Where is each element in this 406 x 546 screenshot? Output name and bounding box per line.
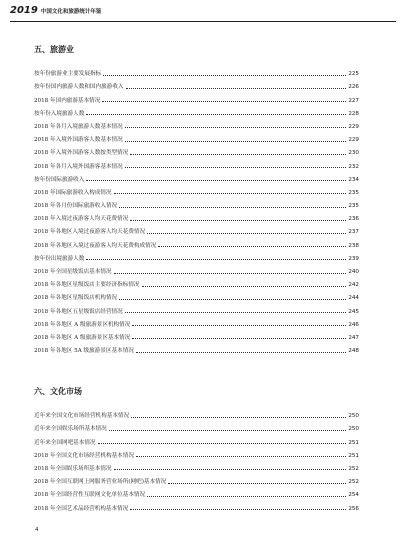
- toc-entry-title: 2018 年全国艺术品经营机构基本情况: [34, 505, 129, 512]
- toc-entry-page: 247: [348, 334, 359, 341]
- dot-leader: [114, 193, 347, 194]
- toc-entry-page: 226: [348, 84, 359, 91]
- toc-entry-title: 2018 年各地区星级饭店主要经济指标情况: [34, 282, 140, 289]
- dot-leader: [114, 469, 347, 470]
- dot-leader: [86, 114, 346, 115]
- section-title-tourism: 五、旅游业: [34, 45, 74, 54]
- toc-entry-title: 2018 年入境外国游客人数基本情况: [34, 137, 123, 144]
- toc-entry-page: 252: [348, 465, 359, 472]
- toc-entry-page: 239: [348, 255, 359, 262]
- toc-entry[interactable]: [34, 249, 359, 262]
- toc-entry-page: 227: [348, 97, 359, 104]
- dot-leader: [131, 417, 346, 418]
- toc-entry-page: 256: [348, 505, 359, 512]
- yearbook-year: 2019: [10, 5, 38, 16]
- toc-entry[interactable]: [34, 130, 359, 143]
- toc-entry[interactable]: [34, 183, 359, 196]
- dot-leader: [158, 246, 346, 247]
- toc-entry-title: 2018 年全国娱乐场所基本情况: [34, 465, 112, 472]
- toc-entry-page: 229: [348, 123, 359, 130]
- dot-leader: [119, 207, 346, 208]
- toc-entry-title: 2018 年全国文化市场经营机构基本情况: [34, 452, 134, 459]
- toc-entry-page: 235: [348, 189, 359, 196]
- toc-entry-title: 按年份旅游业主要发展指标: [34, 71, 102, 78]
- toc-entry-title: 按年份出境旅游人数: [34, 255, 85, 262]
- toc-entry-page: 230: [348, 150, 359, 157]
- dot-leader: [86, 259, 346, 260]
- toc-entry-page: 244: [348, 295, 359, 302]
- dot-leader: [168, 483, 346, 484]
- toc-entry[interactable]: [34, 90, 359, 103]
- dot-leader: [130, 154, 346, 155]
- toc-entry[interactable]: [34, 209, 359, 222]
- dot-leader: [136, 456, 346, 457]
- toc-entry[interactable]: [34, 446, 359, 459]
- toc-entry-title: 2018 年全国互联网上网服务营业场所(网吧)基本情况: [34, 479, 167, 486]
- toc-entry[interactable]: [34, 64, 359, 77]
- toc-entry-title: 2018 年各地区星级饭店机构情况: [34, 295, 118, 302]
- toc-list-tourism: [34, 64, 359, 354]
- toc-entry-page: 234: [348, 176, 359, 183]
- dot-leader: [125, 167, 347, 168]
- toc-entry-title: 按年份国内旅游人数和国内旅游收入: [34, 84, 124, 91]
- dot-leader: [114, 273, 347, 274]
- toc-entry-page: 246: [348, 321, 359, 328]
- toc-entry-page: 228: [348, 110, 359, 117]
- dot-leader: [102, 101, 346, 102]
- toc-entry-title: 按年份国际旅游收入: [34, 176, 85, 183]
- dot-leader: [130, 509, 346, 510]
- header-rule: [10, 21, 396, 22]
- toc-entry-title: 近年来全国娱乐场所基本情况: [34, 426, 107, 433]
- dot-leader: [147, 233, 346, 234]
- toc-entry-title: 按年份入境旅游人数: [34, 110, 85, 117]
- toc-entry-page: 225: [348, 71, 359, 78]
- toc-entry-title: 2018 年入境外国游客人数按类型情况: [34, 150, 129, 157]
- dot-leader: [147, 496, 346, 497]
- toc-entry-page: 236: [348, 216, 359, 223]
- running-header: [10, 5, 101, 16]
- toc-entry[interactable]: [34, 301, 359, 314]
- dot-leader: [126, 88, 347, 89]
- toc-entry-page: 240: [348, 269, 359, 275]
- dot-leader: [86, 180, 346, 181]
- toc-entry[interactable]: [34, 485, 359, 498]
- toc-entry[interactable]: [34, 235, 359, 248]
- toc-entry-page: 251: [348, 439, 359, 446]
- toc-entry-page: 235: [348, 203, 359, 210]
- toc-entry[interactable]: [34, 170, 359, 183]
- toc-entry[interactable]: [34, 104, 359, 117]
- toc-entry[interactable]: [34, 419, 359, 432]
- toc-entry-title: 2018 年各地区入境过夜游客人均天花费构成情况: [34, 242, 157, 249]
- toc-entry-page: 237: [348, 229, 359, 236]
- toc-entry-title: 2018 年各月入境旅游人数基本情况: [34, 123, 123, 130]
- toc-entry[interactable]: [34, 117, 359, 130]
- toc-entry[interactable]: [34, 459, 359, 472]
- toc-entry-title: 2018 年各月份国际旅游收入情况: [34, 203, 118, 210]
- toc-entry[interactable]: [34, 275, 359, 288]
- toc-entry[interactable]: [34, 143, 359, 156]
- toc-entry[interactable]: [34, 77, 359, 90]
- toc-entry-title: 2018 年各地区入境过夜游客人均天花费情况: [34, 229, 146, 236]
- toc-entry[interactable]: [34, 262, 359, 275]
- toc-entry[interactable]: [34, 432, 359, 445]
- toc-entry[interactable]: [34, 156, 359, 169]
- toc-entry-title: 近年来全国文化市场经营机构基本情况: [34, 413, 130, 420]
- toc-entry-title: 2018 年各地区 A 级旅游景区机构情况: [34, 321, 131, 328]
- dot-leader: [125, 312, 347, 313]
- dot-leader: [109, 430, 347, 431]
- toc-entry-page: 245: [348, 308, 359, 315]
- toc-entry-title: 2018 年各地区 5A 级旅游景区基本情况: [34, 348, 134, 355]
- toc-entry-title: 2018 年国际旅游收入构成情况: [34, 189, 112, 196]
- toc-entry-title: 近年来全国网吧基本情况: [34, 439, 96, 446]
- toc-entry-page: 251: [348, 452, 359, 459]
- dot-leader: [130, 220, 346, 221]
- dot-leader: [119, 299, 346, 300]
- toc-entry[interactable]: [34, 328, 359, 341]
- toc-entry[interactable]: [34, 406, 359, 419]
- toc-entry-page: 250: [348, 413, 359, 420]
- toc-entry-title: 2018 年各月入境外国游客基本情况: [34, 163, 123, 170]
- dot-leader: [103, 75, 346, 76]
- toc-list-culture-market: [34, 406, 359, 512]
- dot-leader: [132, 338, 346, 339]
- toc-entry-title: 2018 年入境过夜游客人均天花费情况: [34, 216, 129, 223]
- toc-entry-page: 232: [348, 163, 359, 170]
- dot-leader: [125, 127, 347, 128]
- dot-leader: [136, 352, 346, 353]
- toc-entry[interactable]: [34, 222, 359, 235]
- toc-entry[interactable]: [34, 498, 359, 511]
- toc-entry-title: 2018 年全国星级饭店基本情况: [34, 269, 112, 275]
- dot-leader: [142, 286, 347, 287]
- toc-entry-title: 2018 年各地区五星级饭店经营情况: [34, 308, 123, 315]
- toc-entry[interactable]: [34, 288, 359, 301]
- page-number: 4: [35, 527, 39, 533]
- toc-entry-title: 2018 年各地区 A 级旅游景区基本情况: [34, 334, 131, 341]
- toc-entry[interactable]: [34, 472, 359, 485]
- yearbook-title: 中国文化和旅游统计年鉴: [40, 9, 102, 15]
- toc-entry-page: 238: [348, 242, 359, 249]
- toc-entry-page: 250: [348, 426, 359, 433]
- toc-entry-page: 254: [348, 492, 359, 499]
- toc-entry-page: 252: [348, 479, 359, 486]
- toc-entry-page: 248: [348, 348, 359, 355]
- section-title-culture-market: 六、文化市场: [34, 387, 82, 396]
- dot-leader: [125, 141, 347, 142]
- toc-entry[interactable]: [34, 315, 359, 328]
- toc-entry[interactable]: [34, 196, 359, 209]
- toc-entry-page: 229: [348, 137, 359, 144]
- dot-leader: [98, 443, 347, 444]
- toc-entry-title: 2018 年国内旅游基本情况: [34, 97, 101, 104]
- toc-entry-title: 2018 年全国经营性互联网文化单位基本情况: [34, 492, 146, 499]
- toc-entry-page: 242: [348, 282, 359, 289]
- dot-leader: [132, 325, 346, 326]
- toc-entry[interactable]: [34, 341, 359, 354]
